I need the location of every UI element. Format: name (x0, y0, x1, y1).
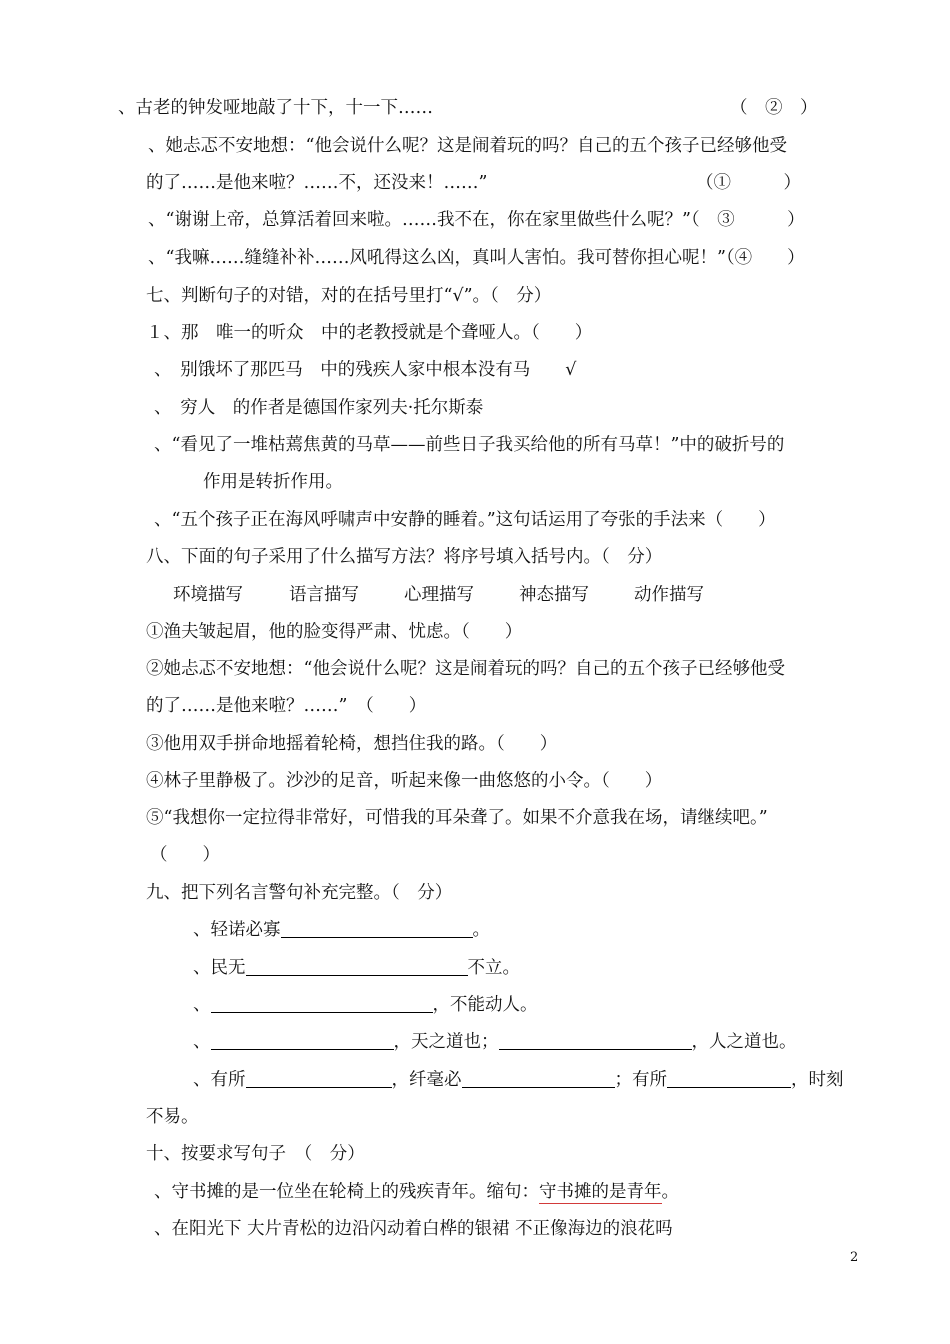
proverb-1-blank[interactable] (281, 919, 473, 938)
proverb-2-start: 、民无 (193, 958, 246, 978)
sec8-q3: ③他用双手拼命地摇着轮椅，想挡住我的路。（ ） (146, 734, 558, 754)
sec10-title: 十、按要求写句子 （ 分） (146, 1144, 365, 1164)
sec8-q2b: 的了……是他来啦？……” （ ） (146, 696, 427, 716)
proverb-4-end: ，人之道也。 (691, 1032, 797, 1052)
proverb-5-blank-1[interactable] (246, 1069, 392, 1088)
proverb-5-mid2: ；有所 (614, 1070, 667, 1090)
sec6-line2: 、她忐忑不安地想：“他会说什么呢？这是闹着玩的吗？自己的五个孩子已经够他受 (148, 136, 787, 156)
sec8-title: 八、下面的句子采用了什么描写方法？将序号填入括号内。（ 分） (146, 547, 663, 567)
sec10-sentence-1 (154, 1180, 679, 1204)
sec6-line4: 、“谢谢上帝，总算活着回来啦。……我不在，你在家里做些什么呢？”（ ③ ） (148, 210, 805, 230)
sentence-1-end: 。 (661, 1182, 679, 1202)
proverb-5-mid1: ，纤毫必 (391, 1070, 462, 1090)
sec6-answer-1: （ ② ） (730, 98, 818, 118)
sec9-title: 九、把下列名言警句补充完整。（ 分） (146, 883, 453, 903)
proverb-4-blank-1[interactable] (211, 1031, 394, 1050)
sec6-answer-3: （① ） (696, 173, 801, 193)
sec8-option-5: 动作描写 (634, 585, 704, 605)
proverb-2-end: 不立。 (467, 958, 520, 978)
sec9-proverb-3 (193, 993, 538, 1017)
sec10-sentence-2: 、在阳光下 大片青松的边沿闪动着白桦的银裙 不正像海边的浪花吗 (154, 1219, 673, 1239)
sec8-q5b: （ ） (150, 845, 220, 865)
proverb-4-start: 、 (193, 1032, 211, 1052)
proverb-3-start: 、 (193, 995, 211, 1015)
sec7-item-4b: 作用是转折作用。 (203, 472, 343, 492)
sentence-1-answer: 守书摊的是青年 (539, 1182, 662, 1202)
sec8-q1: ①渔夫皱起眉，他的脸变得严肃、忧虑。（ ） (146, 622, 523, 642)
proverb-4-blank-2[interactable] (499, 1031, 692, 1050)
proverb-2-blank[interactable] (246, 957, 468, 976)
sec8-option-4: 神态描写 (519, 585, 589, 605)
proverb-5-blank-3[interactable] (667, 1069, 791, 1088)
sec8-option-2: 语言描写 (289, 585, 359, 605)
proverb-1-start: 、轻诺必寡 (193, 920, 281, 940)
sec7-title: 七、判断句子的对错，对的在括号里打“√”。（ 分） (146, 286, 552, 306)
sec9-proverb-1 (193, 918, 490, 942)
sec7-item-1: １、那 唯一的听众 中的老教授就是个聋哑人。（ ） (146, 323, 593, 343)
sec9-proverb-5 (193, 1068, 844, 1092)
sec8-q2a: ②她忐忑不安地想：“他会说什么呢？这是闹着玩的吗？自己的五个孩子已经够他受 (146, 659, 785, 679)
sec8-option-1: 环境描写 (173, 585, 243, 605)
sec7-item-5: 、“五个孩子正在海风呼啸声中安静的睡着。”这句话运用了夸张的手法来（ ） (154, 510, 776, 530)
sec7-item-2: 、 别饿坏了那匹马 中的残疾人家中根本没有马 √ (154, 360, 577, 380)
sentence-1-prompt: 、守书摊的是一位坐在轮椅上的残疾青年。缩句： (154, 1182, 539, 1202)
proverb-3-blank[interactable] (211, 994, 433, 1013)
proverb-4-mid: ，天之道也； (393, 1032, 499, 1052)
sec6-line3: 的了……是他来啦？……不，还没来！……” (146, 173, 488, 193)
sec9-proverb-5-cont: 不易。 (146, 1107, 199, 1127)
proverb-5-end: ，时刻 (791, 1070, 844, 1090)
sec8-q4: ④林子里静极了。沙沙的足音，听起来像一曲悠悠的小令。（ ） (146, 771, 663, 791)
sec7-item-3: 、 穷人 的作者是德国作家列夫·托尔斯泰 (154, 398, 484, 418)
sec8-q5a: ⑤“我想你一定拉得非常好，可惜我的耳朵聋了。如果不介意我在场，请继续吧。” (146, 808, 768, 828)
sec9-proverb-2 (193, 956, 520, 980)
sec7-item-4a: 、“看见了一堆枯蔫焦黄的马草——前些日子我买给他的所有马草！”中的破折号的 (154, 435, 785, 455)
proverb-3-end: ，不能动人。 (432, 995, 538, 1015)
proverb-1-end: 。 (472, 920, 490, 940)
sec6-line1: 、古老的钟发哑地敲了十下，十一下…… (118, 98, 433, 118)
page-number: 2 (850, 1250, 859, 1265)
proverb-5-start: 、有所 (193, 1070, 246, 1090)
sec8-option-3: 心理描写 (404, 585, 474, 605)
sec9-proverb-4 (193, 1030, 797, 1054)
proverb-5-blank-2[interactable] (462, 1069, 615, 1088)
sec6-line5: 、“我嘛……缝缝补补……风吼得这么凶，真叫人害怕。我可替你担心呢！”（④ ） (148, 248, 805, 268)
